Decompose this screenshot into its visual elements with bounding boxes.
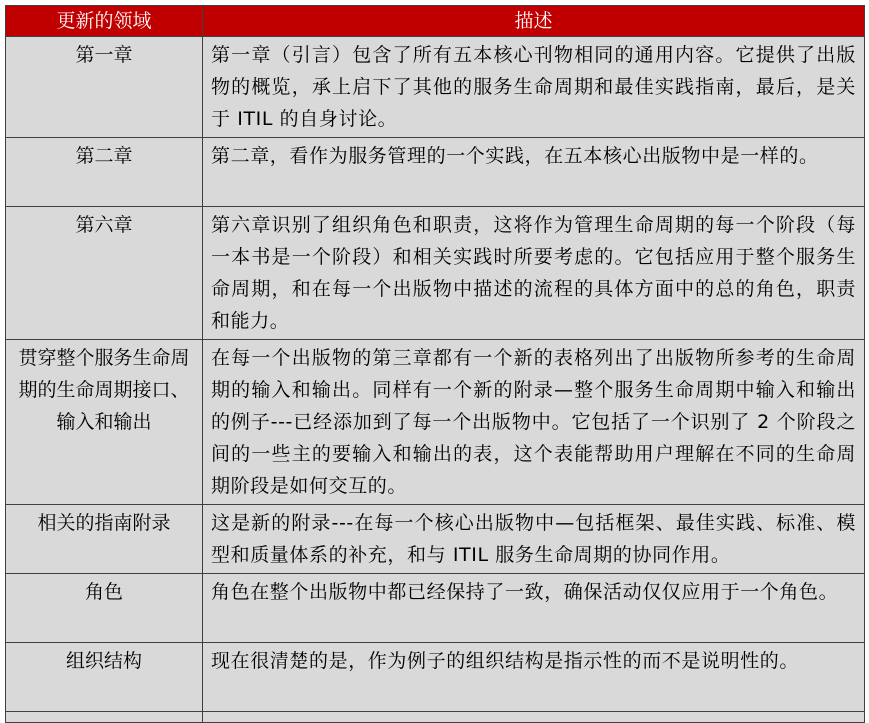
table-row — [6, 505, 865, 574]
row-area-cell: 第六章 — [6, 207, 203, 340]
table-row — [6, 207, 865, 340]
row-area-cell: 贯穿整个服务生命周期的生命周期接口、输入和输出 — [6, 340, 203, 505]
row-description-cell: 在每一个出版物的第三章都有一个新的表格列出了出版物所参考的生命周期的输入和输出。同样有一个新的附录—整个服务生命周期中输入和输出的例子---已经添加到了每一个出版物中。它包括了一个识别了 2 个阶段之间的一些主的要输入和输出的表，这个表能帮助用户理解在不同的生命周期阶段是如何交互的。 — [203, 340, 865, 505]
row-area-cell-empty — [6, 712, 203, 723]
row-area-cell: 相关的指南附录 — [6, 505, 203, 574]
row-area-cell: 第二章 — [6, 138, 203, 207]
table-row — [6, 574, 865, 643]
table-row — [6, 340, 865, 505]
header-description: 描述 — [203, 6, 865, 37]
row-description-cell-empty — [203, 712, 865, 723]
table-header-row — [6, 6, 865, 37]
row-area-cell: 角色 — [6, 574, 203, 643]
row-area-cell: 第一章 — [6, 37, 203, 138]
table-row — [6, 643, 865, 712]
row-description-cell: 这是新的附录---在每一个核心出版物中—包括框架、最佳实践、标准、模型和质量体系的补充，和与 ITIL 服务生命周期的协同作用。 — [203, 505, 865, 574]
row-description-cell: 第一章（引言）包含了所有五本核心刊物相同的通用内容。它提供了出版物的概览，承上启下了其他的服务生命周期和最佳实践指南，最后，是关于 ITIL 的自身讨论。 — [203, 37, 865, 138]
row-area-cell: 组织结构 — [6, 643, 203, 712]
row-description-cell: 角色在整个出版物中都已经保持了一致，确保活动仅仅应用于一个角色。 — [203, 574, 865, 643]
itil-update-table — [5, 5, 865, 723]
row-description-cell: 第六章识别了组织角色和职责，这将作为管理生命周期的每一个阶段（每一本书是一个阶段）和相关实践时所要考虑的。它包括应用于整个服务生命周期，和在每一个出版物中描述的流程的具体方面中的总的角色，职责和能力。 — [203, 207, 865, 340]
table-row — [6, 138, 865, 207]
row-description-cell: 现在很清楚的是，作为例子的组织结构是指示性的而不是说明性的。 — [203, 643, 865, 712]
header-area: 更新的领域 — [6, 6, 203, 37]
table-row — [6, 37, 865, 138]
row-description-cell: 第二章，看作为服务管理的一个实践，在五本核心出版物中是一样的。 — [203, 138, 865, 207]
table-row-cut-off — [6, 712, 865, 723]
